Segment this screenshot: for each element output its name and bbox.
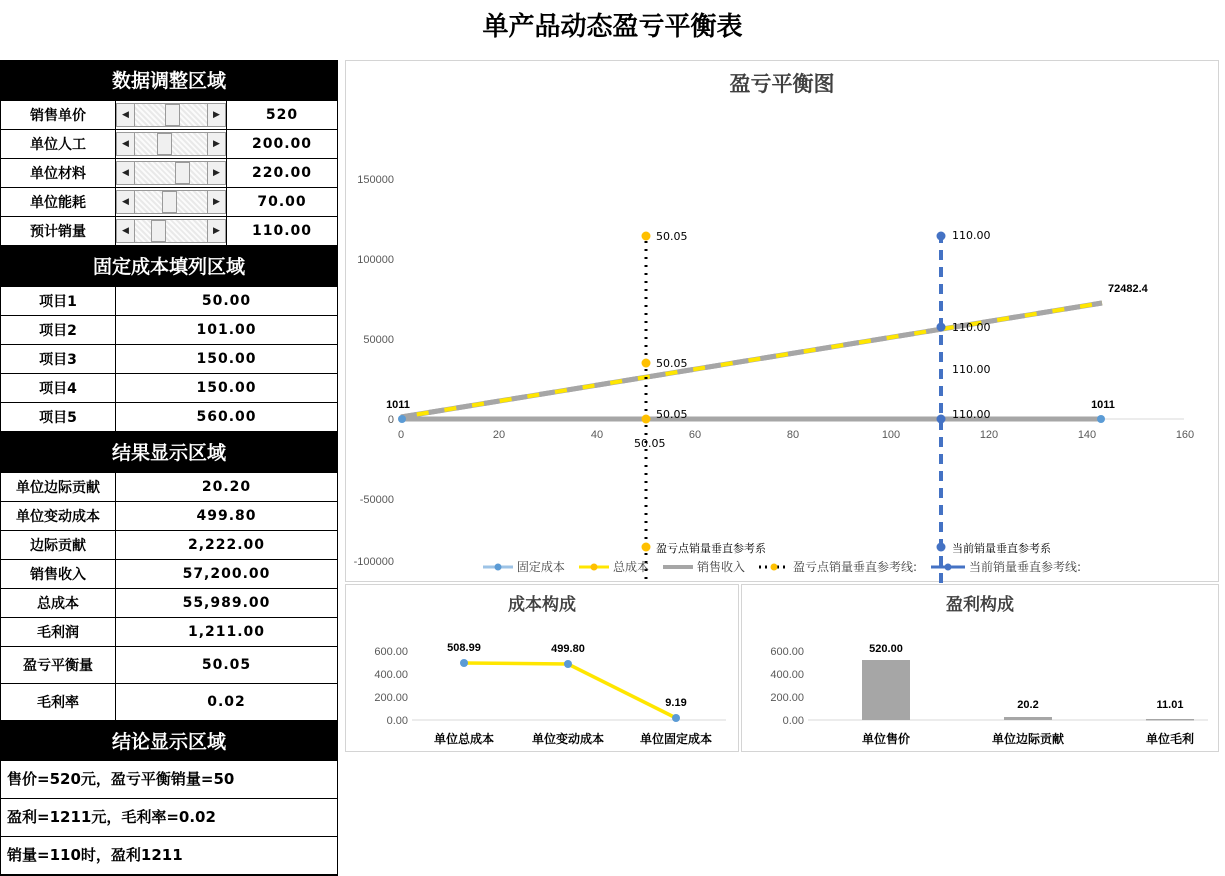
row-label: 项目3 [1, 345, 116, 374]
spinner-right-arrow-icon[interactable]: ▶ [207, 190, 226, 214]
spinner-left-arrow-icon[interactable]: ◀ [116, 190, 135, 214]
spinner-cell[interactable] [116, 188, 227, 217]
fixed-cost-table [0, 286, 338, 432]
data-point-marker [398, 415, 406, 423]
row-label: 单位能耗 [1, 188, 116, 217]
legend-swatch-current-icon [931, 562, 965, 572]
y-tick-label: 200.00 [374, 692, 408, 704]
category-label: 单位边际贡献 [991, 732, 1065, 746]
spinner-left-arrow-icon[interactable]: ◀ [116, 103, 135, 127]
reference-marker-breakeven [642, 359, 651, 368]
spinner-cell[interactable] [116, 217, 227, 246]
legend-item-sales-revenue[interactable] [663, 558, 745, 575]
table-row [1, 188, 338, 217]
row-value: 55,989.00 [116, 589, 338, 618]
table-row [1, 217, 338, 246]
y-tick-label: -50000 [359, 494, 394, 506]
table-row [1, 159, 338, 188]
data-point-marker [1097, 415, 1105, 423]
conclusion-line: 盈利=1211元，毛利率=0.02 [1, 799, 337, 837]
table-row [1, 287, 338, 316]
category-label: 单位售价 [861, 732, 911, 746]
reference-marker-current [937, 232, 946, 241]
row-value[interactable]: 150.00 [116, 345, 338, 374]
reference-label-breakeven: 50.05 [634, 437, 666, 450]
spinner-left-arrow-icon[interactable]: ◀ [116, 132, 135, 156]
reference-marker-current [937, 323, 946, 332]
row-label: 单位材料 [1, 159, 116, 188]
x-tick-label: 20 [492, 429, 506, 441]
spinner-cell[interactable] [116, 130, 227, 159]
reference-marker-breakeven [642, 415, 651, 424]
y-tick-label: 150000 [357, 174, 394, 186]
spinner-thumb[interactable] [157, 133, 172, 155]
y-tick-label: 400.00 [374, 669, 408, 681]
y-tick-label: 0.00 [386, 715, 408, 727]
reference-label-current: 110.00 [952, 363, 991, 376]
row-label: 单位人工 [1, 130, 116, 159]
table-row [1, 531, 338, 560]
row-value: 110.00 [227, 217, 338, 246]
row-label: 项目5 [1, 403, 116, 432]
legend-swatch-total-cost-icon [579, 562, 609, 572]
adjust-table [0, 100, 338, 246]
chart-legend [346, 558, 1218, 575]
data-label: 1011 [1091, 399, 1115, 411]
table-row [1, 473, 338, 502]
y-tick-label: 200.00 [770, 692, 804, 704]
category-label: 单位总成本 [433, 732, 495, 746]
legend-item-fixed-cost[interactable] [483, 558, 565, 575]
legend-label: 固定成本 [516, 560, 565, 574]
section-header-fixed-cost: 固定成本填列区域 [0, 246, 338, 286]
legend-item-breakeven-ref[interactable] [759, 558, 917, 575]
x-tick-label: 160 [1175, 429, 1195, 441]
conclusion-line: 售价=520元，盈亏平衡销量=50 [1, 761, 337, 799]
row-value: 0.02 [116, 684, 338, 721]
data-label: 499.80 [551, 643, 585, 655]
row-label: 项目1 [1, 287, 116, 316]
y-tick-label: 50000 [363, 334, 394, 346]
row-label: 单位变动成本 [1, 502, 116, 531]
row-value: 499.80 [116, 502, 338, 531]
row-value: 50.05 [116, 647, 338, 684]
category-label: 单位毛利 [1145, 732, 1195, 746]
y-tick-label: 0 [387, 414, 394, 426]
legend-label: 销售收入 [696, 560, 745, 574]
row-label: 毛利润 [1, 618, 116, 647]
row-value[interactable]: 101.00 [116, 316, 338, 345]
x-tick-label: 100 [881, 429, 901, 441]
row-value: 2,222.00 [116, 531, 338, 560]
x-tick-label: 0 [397, 429, 405, 441]
row-value[interactable]: 50.00 [116, 287, 338, 316]
row-label: 销售单价 [1, 101, 116, 130]
table-row [1, 130, 338, 159]
spinner-thumb[interactable] [175, 162, 190, 184]
profit-structure-chart [741, 584, 1219, 752]
reference-marker-current [937, 415, 946, 424]
table-row [1, 316, 338, 345]
legend-item-current-ref[interactable] [931, 558, 1081, 575]
y-tick-label: 400.00 [770, 669, 804, 681]
row-value: 220.00 [227, 159, 338, 188]
row-label: 边际贡献 [1, 531, 116, 560]
reference-footer-current: 当前销量垂直参考系 [952, 542, 1051, 555]
spinner-left-arrow-icon[interactable]: ◀ [116, 161, 135, 185]
table-row [1, 502, 338, 531]
result-table [0, 472, 338, 721]
spinner-track[interactable] [135, 132, 207, 156]
row-label: 盈亏平衡量 [1, 647, 116, 684]
data-label: 1011 [386, 399, 410, 411]
chart-title: 成本构成 [508, 595, 576, 615]
row-value: 1,211.00 [116, 618, 338, 647]
row-label: 总成本 [1, 589, 116, 618]
x-tick-label: 40 [590, 429, 604, 441]
row-value: 520 [227, 101, 338, 130]
series-line-cost [464, 663, 676, 718]
y-tick-label: 600.00 [374, 646, 408, 658]
spinner-right-arrow-icon[interactable]: ▶ [207, 132, 226, 156]
data-label: 520.00 [869, 643, 903, 655]
x-tick-label: 80 [786, 429, 800, 441]
legend-swatch-fixed-cost-icon [483, 562, 513, 572]
table-row [1, 560, 338, 589]
bar [862, 660, 910, 720]
section-header-adjust: 数据调整区域 [0, 60, 338, 100]
row-value[interactable]: 560.00 [116, 403, 338, 432]
chart-title: 盈利构成 [946, 595, 1014, 615]
reference-label-breakeven: 50.05 [656, 408, 688, 421]
reference-label-breakeven: 50.05 [656, 230, 688, 243]
spinner-cell[interactable] [116, 101, 227, 130]
table-row [1, 345, 338, 374]
spinner-right-arrow-icon[interactable]: ▶ [207, 103, 226, 127]
section-header-result: 结果显示区域 [0, 432, 338, 472]
spinner-right-arrow-icon[interactable]: ▶ [207, 161, 226, 185]
row-value: 20.20 [116, 473, 338, 502]
spinner-cell[interactable] [116, 159, 227, 188]
legend-label: 总成本 [612, 560, 649, 574]
data-label: 11.01 [1156, 699, 1184, 711]
y-tick-label: -100000 [353, 556, 394, 568]
spinner-thumb[interactable] [151, 220, 166, 242]
x-tick-label: 60 [688, 429, 702, 441]
reference-marker-current [937, 543, 946, 552]
data-label: 72482.4 [1108, 283, 1148, 295]
row-label: 毛利率 [1, 684, 116, 721]
cost-structure-chart [345, 584, 739, 752]
data-label: 508.99 [447, 642, 481, 654]
row-label: 项目2 [1, 316, 116, 345]
y-tick-label: 0.00 [782, 715, 804, 727]
legend-item-total-cost[interactable] [579, 558, 649, 575]
y-tick-label: 100000 [357, 254, 394, 266]
legend-swatch-sales-revenue-icon [663, 562, 693, 572]
spinner-right-arrow-icon[interactable]: ▶ [207, 219, 226, 243]
reference-label-current: 110.00 [952, 229, 991, 242]
data-label: 9.19 [665, 697, 687, 709]
conclusion-line: 销量=110时，盈利1211 [1, 837, 337, 875]
data-point-marker [564, 660, 572, 668]
table-row [1, 684, 338, 721]
reference-label-current: 110.00 [952, 408, 991, 421]
data-point-marker [672, 714, 680, 722]
row-value: 70.00 [227, 188, 338, 217]
table-row [1, 101, 338, 130]
legend-label: 当前销量垂直参考线: [969, 560, 1082, 574]
spinner-track[interactable] [135, 103, 207, 127]
row-value: 200.00 [227, 130, 338, 159]
bar [1146, 719, 1194, 721]
category-label: 单位变动成本 [531, 732, 605, 746]
reference-footer-breakeven: 盈亏点销量垂直参考系 [656, 542, 766, 555]
row-value: 57,200.00 [116, 560, 338, 589]
x-tick-label: 140 [1077, 429, 1097, 441]
row-label: 单位边际贡献 [1, 473, 116, 502]
x-tick-label: 120 [979, 429, 999, 441]
reference-label-breakeven: 50.05 [656, 357, 688, 370]
spinner-thumb[interactable] [162, 191, 177, 213]
spinner-track[interactable] [135, 161, 207, 185]
legend-swatch-breakeven-icon [759, 562, 789, 572]
page-title: 单产品动态盈亏平衡表 [482, 12, 743, 42]
row-label: 销售收入 [1, 560, 116, 589]
reference-marker-breakeven [642, 543, 651, 552]
row-label: 项目4 [1, 374, 116, 403]
reference-marker-breakeven [642, 232, 651, 241]
table-row [1, 374, 338, 403]
y-tick-label: 600.00 [770, 646, 804, 658]
category-label: 单位固定成本 [639, 732, 713, 746]
spinner-track[interactable] [135, 190, 207, 214]
row-label: 预计销量 [1, 217, 116, 246]
breakeven-chart [345, 60, 1219, 582]
table-row [1, 589, 338, 618]
chart-title: 盈亏平衡图 [729, 72, 835, 96]
spinner-track[interactable] [135, 219, 207, 243]
bar [1004, 717, 1052, 720]
table-row [1, 647, 338, 684]
table-row [1, 403, 338, 432]
data-label: 20.2 [1017, 699, 1039, 711]
legend-label: 盈亏点销量垂直参考线: [792, 560, 918, 574]
reference-label-current: 110.00 [952, 321, 991, 334]
left-panel [0, 60, 338, 876]
table-row [1, 618, 338, 647]
conclusion-box [0, 761, 338, 876]
spinner-left-arrow-icon[interactable]: ◀ [116, 219, 135, 243]
data-point-marker [460, 659, 468, 667]
section-header-conclusion: 结论显示区域 [0, 721, 338, 761]
row-value[interactable]: 150.00 [116, 374, 338, 403]
spinner-thumb[interactable] [165, 104, 180, 126]
